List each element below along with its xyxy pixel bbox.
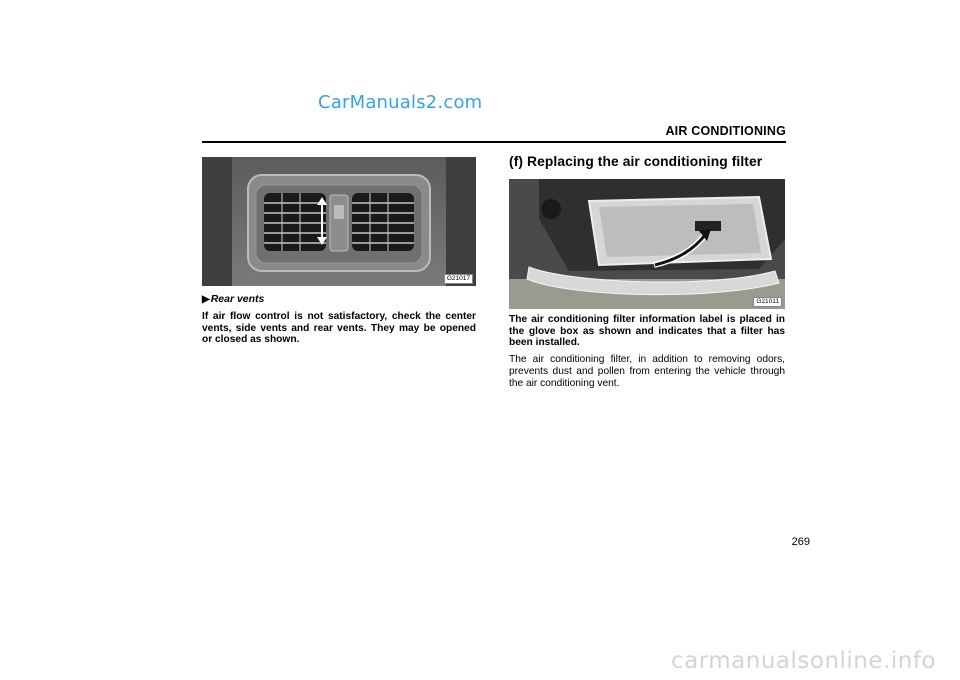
glove-box-illustration [509,179,785,309]
subheading [202,292,476,307]
rear-vents-photo [202,157,476,286]
left-column [202,292,476,346]
right-column [509,314,785,389]
rear-vents-illustration [202,157,476,286]
watermark-top: CarManuals2.com [318,92,483,113]
subheading-text: Rear vents [210,293,265,305]
filter-label-paragraph: The air conditioning filter information label is placed in the glove box as shown and indicates that a filter has been installed. [509,314,785,349]
watermark-bottom: carmanualsonline.info [670,648,936,674]
page-number: 269 [791,536,810,548]
rear-vents-paragraph: If air flow control is not satisfactory, check the center vents, side vents and rear vents. They may be opened or closed as shown. [202,311,476,346]
section-title: AIR CONDITIONING [665,124,786,138]
filter-heading: (f) Replacing the air conditioning filter [509,154,763,169]
glove-box-photo [509,179,785,309]
header-rule [202,141,786,143]
figure-code: G21011 [753,297,782,307]
triangle-marker-icon: ▶ [202,294,210,305]
filter-description-paragraph: The air conditioning filter, in addition to removing odors, prevents dust and pollen from entering the vehicle through the air conditioning vent. [509,354,785,389]
figure-code: G21017 [444,274,473,284]
